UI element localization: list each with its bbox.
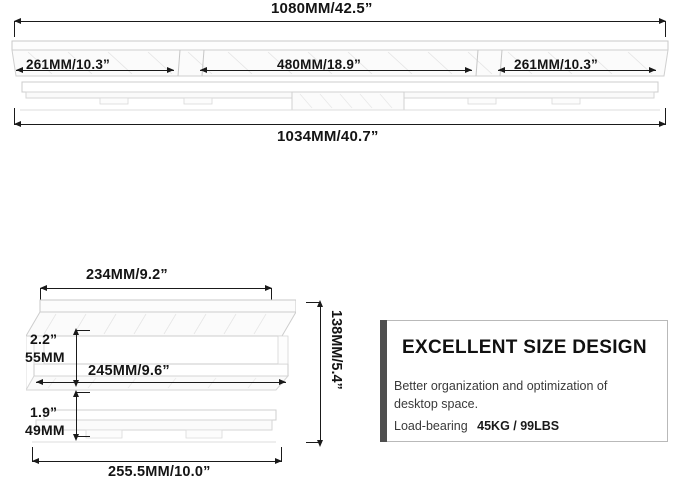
top-depth-label: 234MM/9.2” bbox=[86, 267, 168, 283]
right-section-label: 261MM/10.3” bbox=[514, 57, 598, 72]
side-view-stand-drawing bbox=[26, 290, 296, 470]
total-height-label: 138MM/5.4” bbox=[328, 310, 344, 390]
callout-accent-bar bbox=[380, 320, 387, 442]
bottom-depth-label: 255.5MM/10.0” bbox=[108, 464, 211, 479]
inner-width-label: 1034MM/40.7” bbox=[277, 128, 379, 145]
lower-height-inch-label: 1.9” bbox=[30, 404, 58, 420]
top-view-stand-drawing bbox=[8, 36, 672, 122]
callout-line-2: desktop space. bbox=[394, 397, 479, 411]
upper-height-mm-label: 55MM bbox=[25, 349, 65, 365]
callout-title: EXCELLENT SIZE DESIGN bbox=[402, 337, 647, 358]
callout-line-3 bbox=[394, 419, 559, 433]
mid-depth-label: 245MM/9.6” bbox=[88, 363, 170, 379]
lower-height-mm-label: 49MM bbox=[25, 422, 65, 438]
overall-width-label: 1080MM/42.5” bbox=[271, 0, 373, 17]
left-section-label: 261MM/10.3” bbox=[26, 57, 110, 72]
center-section-label: 480MM/18.9” bbox=[277, 57, 361, 72]
load-bearing-label: Load-bearing bbox=[394, 419, 468, 433]
upper-height-inch-label: 2.2” bbox=[30, 331, 58, 347]
load-bearing-value: 45KG / 99LBS bbox=[477, 419, 560, 433]
callout-line-1: Better organization and optimization of bbox=[394, 379, 608, 393]
